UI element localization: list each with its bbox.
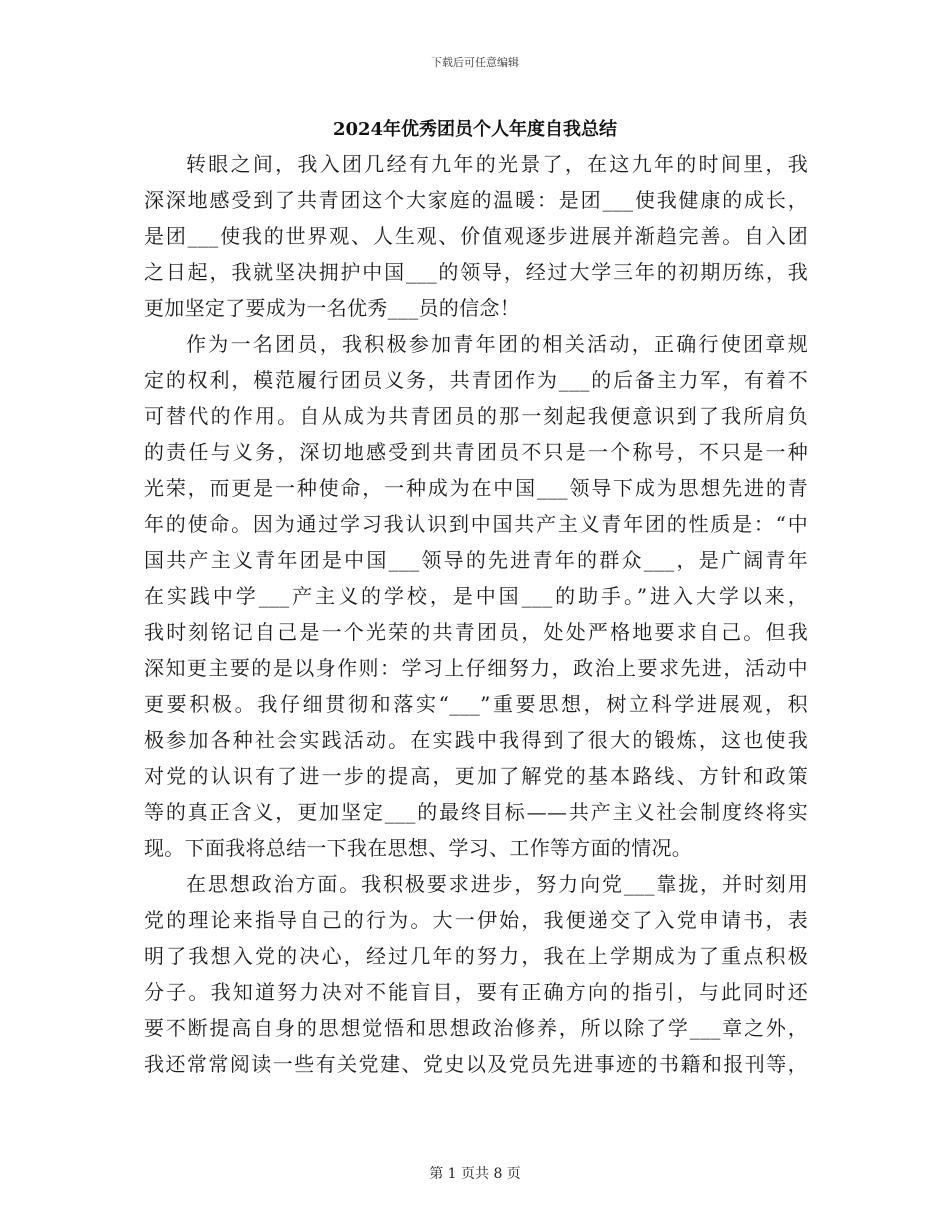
text-line: 对党的认识有了进一步的提高，更加了解党的基本路线、方针和政策	[144, 764, 808, 788]
text-line: 作为一名团员，我积极参加青年团的相关活动，正确行使团章规	[186, 332, 808, 356]
text-line: 在思想政治方面。我积极要求进步，努力向党___靠拢，并时刻用	[186, 872, 808, 896]
text-line: 的责任与义务，深切地感受到共青团员不只是一个称号，不只是一种	[144, 440, 808, 464]
text-line: 我还常常阅读一些有关党建、党史以及党员先进事迹的书籍和报刊等，	[144, 1052, 808, 1076]
text-line: 在实践中学___产主义的学校，是中国___的助手。”进入大学以来，	[144, 584, 808, 608]
text-line: 等的真正含义，更加坚定___的最终目标——共产主义社会制度终将实	[144, 800, 808, 824]
text-line: 现。下面我将总结一下我在思想、学习、工作等方面的情况。	[144, 836, 693, 860]
text-line: 转眼之间，我入团几经有九年的光景了，在这九年的时间里，我	[186, 152, 808, 176]
text-line: 更要积极。我仔细贯彻和落实“___”重要思想，树立科学进展观，积	[144, 692, 808, 716]
document-body	[144, 146, 808, 1082]
text-line: 极参加各种社会实践活动。在实践中我得到了很大的锻炼，这也使我	[144, 728, 808, 752]
text-line: 光荣，而更是一种使命，一种成为在中国___领导下成为思想先进的青	[144, 476, 808, 500]
text-line: 要不断提高自身的思想觉悟和思想政治修养，所以除了学___章之外，	[144, 1016, 808, 1040]
text-line: 可替代的作用。自从成为共青团员的那一刻起我便意识到了我所肩负	[144, 404, 808, 428]
text-line: 之日起，我就坚决拥护中国___的领导，经过大学三年的初期历练，我	[144, 260, 808, 284]
text-line: 我时刻铭记自己是一个光荣的共青团员，处处严格地要求自己。但我	[144, 620, 808, 644]
text-line: 国共产主义青年团是中国___领导的先进青年的群众___，是广阔青年	[144, 548, 808, 572]
text-line: 年的使命。因为通过学习我认识到中国共产主义青年团的性质是：“中	[144, 512, 808, 536]
header-note: 下载后可任意编辑	[431, 56, 519, 69]
text-line: 定的权利，模范履行团员义务，共青团作为___的后备主力军，有着不	[144, 368, 808, 392]
text-line: 更加坚定了要成为一名优秀___员的信念！	[144, 296, 520, 320]
page-number: 第 1 页共 8 页	[429, 1166, 521, 1182]
text-line: 分子。我知道努力决对不能盲目，要有正确方向的指引，与此同时还	[144, 980, 808, 1004]
text-line: 深知更主要的是以身作则：学习上仔细努力，政治上要求先进，活动中	[144, 656, 808, 680]
text-line: 明了我想入党的决心，经过几年的努力，我在上学期成为了重点积极	[144, 944, 808, 968]
document-title: 2024年优秀团员个人年度自我总结	[332, 119, 618, 140]
text-line: 深深地感受到了共青团这个大家庭的温暖：是团___使我健康的成长，	[144, 188, 808, 212]
text-line: 党的理论来指导自己的行为。大一伊始，我便递交了入党申请书，表	[144, 908, 808, 932]
text-line: 是团___使我的世界观、人生观、价值观逐步进展并渐趋完善。自入团	[144, 224, 808, 248]
